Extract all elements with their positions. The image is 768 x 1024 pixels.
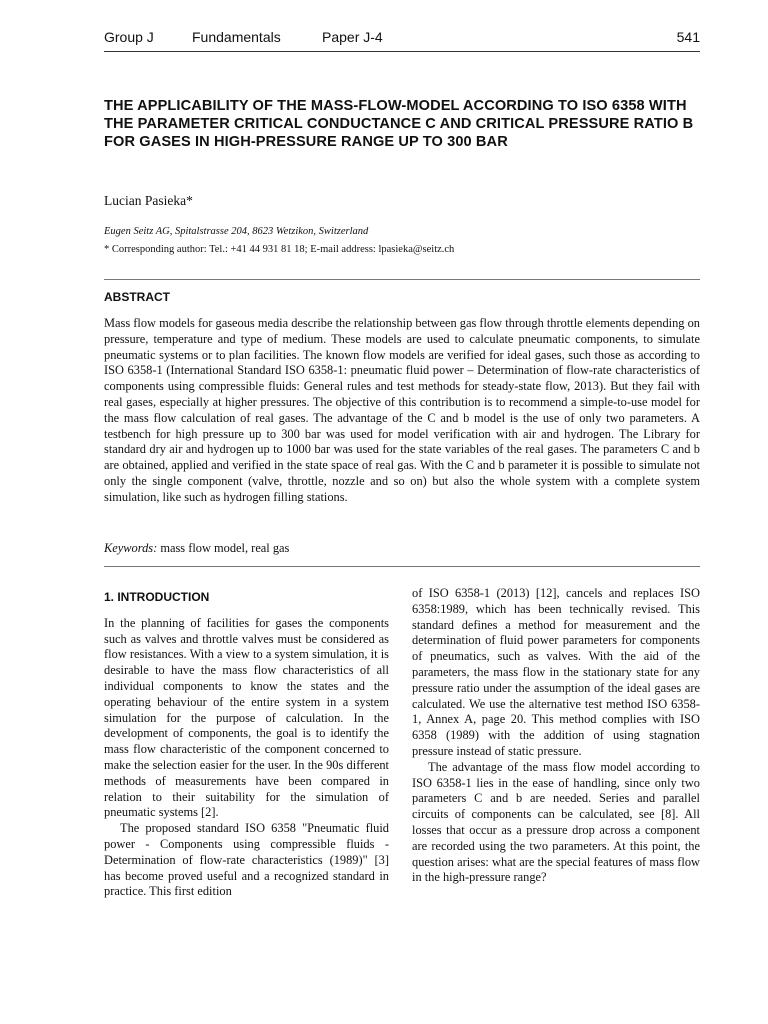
running-head [104,29,700,45]
author-name: Lucian Pasieka* [104,193,193,208]
keywords-text: mass flow model, real gas [157,541,290,555]
intro-paragraph-2: The proposed standard ISO 6358 "Pneumatic fluid power - Components using compressible fluids - Determination of flow-rate characteristics (1989)" [3] has become proved useful and a recognized standard in practice. This first edition [104,821,389,899]
header-divider [104,51,700,52]
right-column [412,586,700,886]
abstract-divider-top [104,279,700,280]
intro-paragraph-3: of ISO 6358-1 (2013) [12], cancels and replaces ISO 6358:1989, which has been technically revised. This standard defines a method for measurement and the determination of fluid power parameters for components of pneumatics, such as valves. With the aid of the parameters, the mass flow in the stationary state for any pressure ratio under the assumption of the ideal gases are calculated. We use the alternative test method ISO 6358-1, Annex A, page 20. This method complies with ISO 6358 (1989) with the addition of using stagnation pressure instead of static pressure. [412,586,700,758]
keywords-label: Keywords: [104,541,158,555]
section-heading-introduction: 1. INTRODUCTION [104,590,210,604]
abstract-divider-bottom [104,566,700,567]
abstract-heading: ABSTRACT [104,290,170,304]
page-number: 541 [676,29,700,45]
running-head-section: Fundamentals [192,29,281,45]
running-head-paper: Paper J-4 [322,29,383,45]
corresponding-author: * Corresponding author: Tel.: +41 44 931 81 18; E-mail address: lpasieka@seitz.ch [104,244,455,255]
intro-paragraph-1: In the planning of facilities for gases the components such as valves and throttle valves must be considered as flow resistances. With a view to a system simulation, it is desirable to have the mass flow characteristics of all individual components to know the states and the operating behaviour of the entire system in a system simulation for the purpose of calculation. In the development of components, the goal is to identify the mass flow characteristic of the component concerned to make the selection easier for the user. In the 90s different methods of measurements have been compared in relation to their suitability for the simulation of pneumatic systems [2]. [104,615,389,820]
author-affiliation: Eugen Seitz AG, Spitalstrasse 204, 8623 Wetzikon, Switzerland [104,226,369,237]
intro-paragraph-4: The advantage of the mass flow model according to ISO 6358-1 lies in the ease of handling, since only two parameters C and b are needed. Series and parallel circuits of components can be calculated, see [8]. All losses that occur as a pressure drop across a component are recorded using the two parameters. At this point, the question arises: what are the special features of mass flow in the high-pressure range? [412,759,700,885]
left-column [104,590,389,900]
paper-title: THE APPLICABILITY OF THE MASS-FLOW-MODEL ACCORDING TO ISO 6358 WITH THE PARAMETER CRITICAL CONDUCTANCE C AND CRITICAL PRESSURE RATIO B FOR GASES IN HIGH-PRESSURE RANGE UP TO 300 BAR [104,98,694,150]
keywords [104,541,289,556]
abstract-text: Mass flow models for gaseous media describe the relationship between gas flow through throttle elements depending on pressure, temperature and type of medium. These models are used to calculate pneumatic components, to simulate pneumatic systems or to plan facilities. The known flow models are verified for ideal gases, such those as according to ISO 6358-1 (International Standard ISO 6358-1: pneumatic fluid power – Determination of flow-rate characteristics of components using compressible fluids: General rules and test methods for steady-state flow, 2013). But they fail with real gases, especially at higher pressures. The objective of this contribution is to recommend a simple-to-use model for the mass flow calculation of real gases. The advantage of the C and b model is the use of only two parameters. A testbench for high pressure up to 300 bar was used for model verification with air and hydrogen. The Library for standard dry air and hydrogen up to 1000 bar was used for the state variables of the real gases. The parameters C and b are obtained, applied and verified in the state space of real gas. With the C and b parameter it is possible to simulate not only the single component (valve, throttle, nozzle and so on) but also the whole system with a complete system simulation, like such as hydrogen filling stations. [104,316,700,504]
running-head-group: Group J [104,29,154,45]
